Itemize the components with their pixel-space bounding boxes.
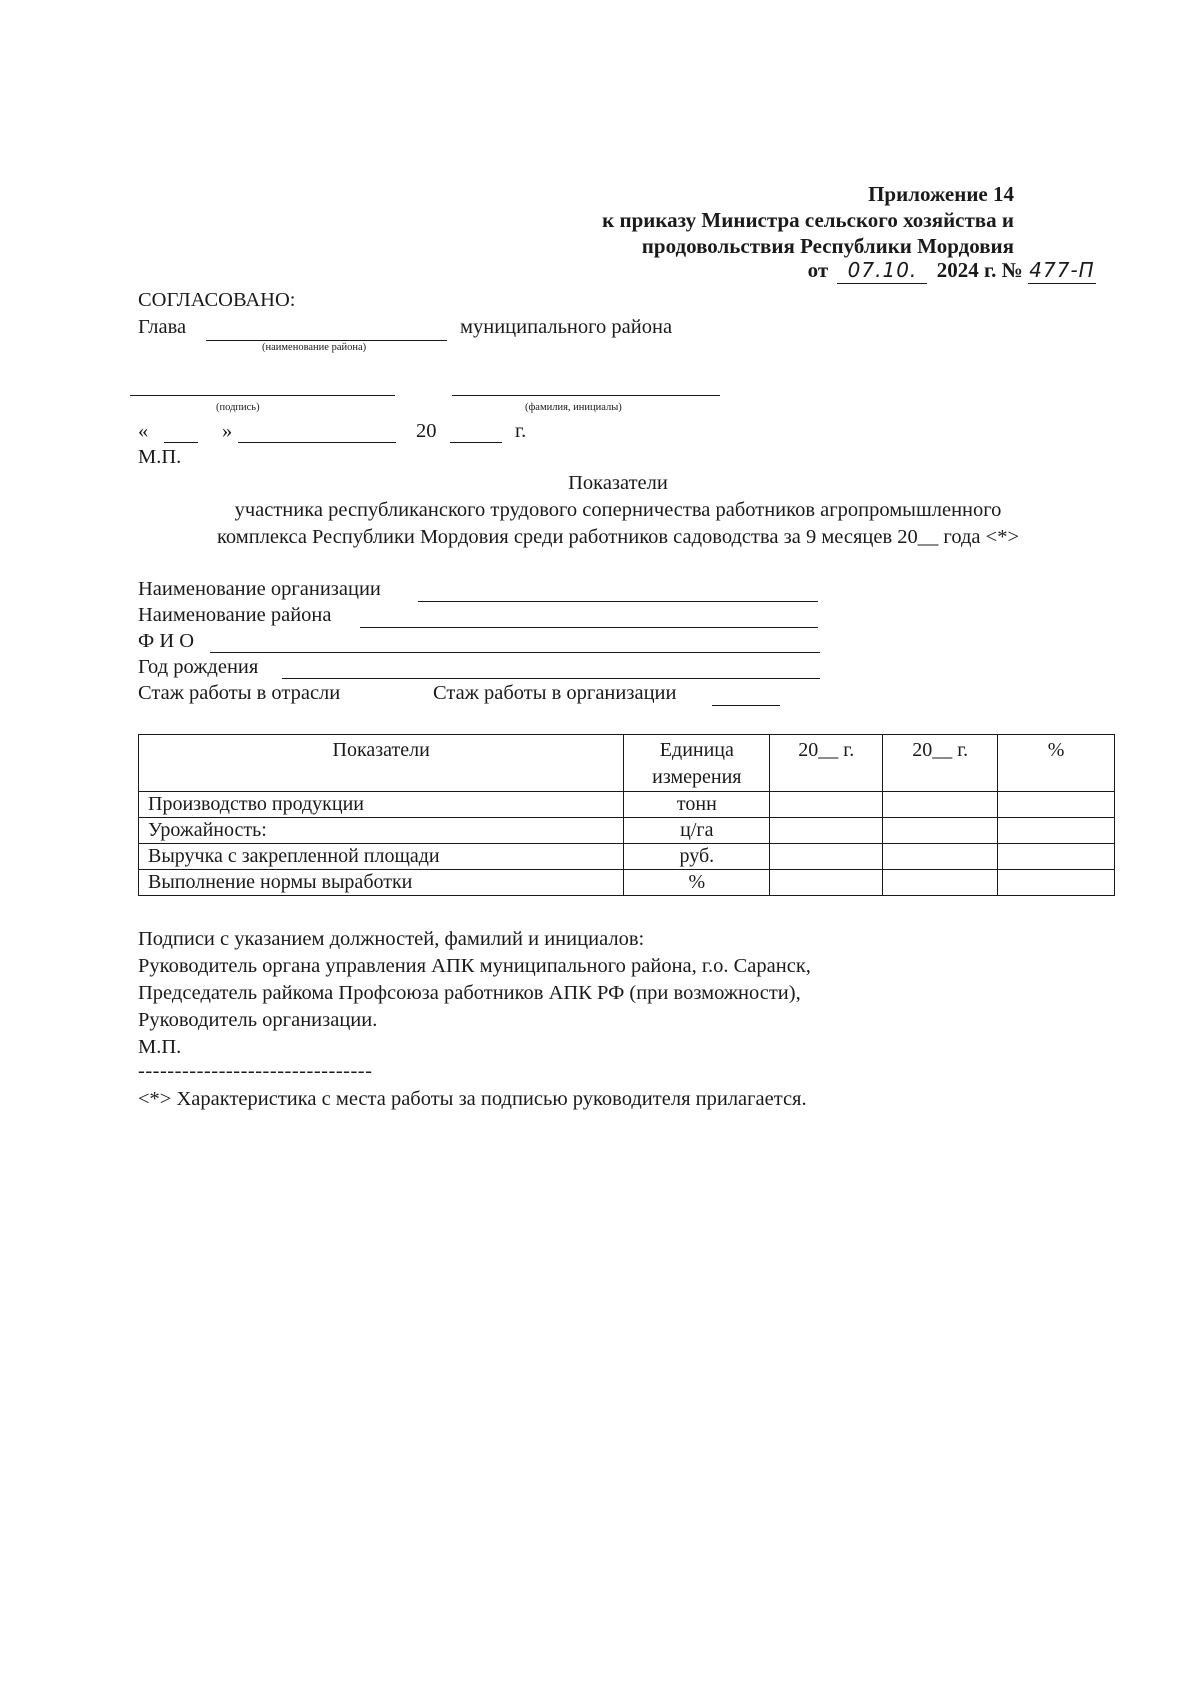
appendix-title: Приложение 14 <box>868 182 1014 206</box>
name-hint: (фамилия, инициалы) <box>525 402 622 413</box>
table-row <box>139 792 1115 818</box>
col-year-1: 20__ г. <box>770 735 883 792</box>
name-line[interactable] <box>452 395 720 396</box>
cell-year-2[interactable] <box>883 844 998 870</box>
cell-year-1[interactable] <box>770 792 883 818</box>
row-unit: % <box>624 870 770 896</box>
handwritten-number: 477-П <box>1029 258 1095 282</box>
order-date-line <box>808 258 1096 284</box>
stamp-label: М.П. <box>138 446 182 468</box>
row-unit: тонн <box>624 792 770 818</box>
org-label: Наименование организации <box>138 578 381 600</box>
table-header-row <box>139 735 1115 792</box>
cell-year-1[interactable] <box>770 844 883 870</box>
footnote: <*> Характеристика с места работы за подписью руководителя прилагается. <box>138 1088 807 1110</box>
exp-org-label: Стаж работы в организации <box>433 682 677 704</box>
exp-org-field[interactable] <box>712 705 780 706</box>
birth-field[interactable] <box>282 678 820 679</box>
subtitle-line2: комплекса Республики Мордовия среди работников садоводства за 9 месяцев 20__ года <*> <box>216 526 1020 548</box>
cell-year-1[interactable] <box>770 818 883 844</box>
row-name: Урожайность: <box>139 818 624 844</box>
cell-year-2[interactable] <box>883 792 998 818</box>
order-ref-line1: к приказу Министра сельского хозяйства и <box>602 208 1014 232</box>
date-prefix: от <box>807 258 829 282</box>
year-suffix: г. <box>515 420 527 442</box>
order-year: 2024 г. № <box>936 258 1023 282</box>
head-label: Глава <box>138 316 187 338</box>
year-prefix: 20 <box>416 420 437 442</box>
indicators-table <box>138 734 1115 896</box>
subtitle-line1: участника республиканского трудового соперничества работников агропромышленного <box>234 499 1002 521</box>
page-title: Показатели <box>568 472 668 494</box>
row-unit: ц/га <box>624 818 770 844</box>
district-suffix: муниципального района <box>460 316 673 338</box>
cell-year-2[interactable] <box>883 818 998 844</box>
cell-year-1[interactable] <box>770 870 883 896</box>
district-name-line[interactable] <box>206 340 447 341</box>
cell-percent[interactable] <box>998 818 1115 844</box>
cell-percent[interactable] <box>998 844 1115 870</box>
footnote-separator: -------------------------------- <box>138 1060 373 1082</box>
table-row <box>139 818 1115 844</box>
district-label: Наименование района <box>138 604 332 626</box>
row-name: Выполнение нормы выработки <box>139 870 624 896</box>
district-hint: (наименование района) <box>262 342 367 353</box>
cell-percent[interactable] <box>998 870 1115 896</box>
col-percent: % <box>998 735 1115 792</box>
signature-hint: (подпись) <box>216 402 260 413</box>
birth-label: Год рождения <box>138 656 259 678</box>
row-unit: руб. <box>624 844 770 870</box>
date-open-quote: « <box>138 420 149 442</box>
signatory-2: Председатель райкома Профсоюза работников АПК РФ (при возможности), <box>138 982 801 1004</box>
district-field[interactable] <box>360 627 818 628</box>
cell-year-2[interactable] <box>883 870 998 896</box>
year-line[interactable] <box>450 442 502 443</box>
fio-label: Ф И О <box>138 630 195 652</box>
month-line[interactable] <box>238 442 396 443</box>
signatory-3: Руководитель организации. <box>138 1009 378 1031</box>
signatory-1: Руководитель органа управления АПК муниципального района, г.о. Саранск, <box>138 955 811 977</box>
cell-percent[interactable] <box>998 792 1115 818</box>
col-year-2: 20__ г. <box>883 735 998 792</box>
signatures-heading: Подписи с указанием должностей, фамилий и инициалов: <box>138 928 645 950</box>
col-unit: Единица измерения <box>624 735 770 792</box>
org-field[interactable] <box>418 601 818 602</box>
row-name: Производство продукции <box>139 792 624 818</box>
table-row <box>139 844 1115 870</box>
table-row <box>139 870 1115 896</box>
date-close-quote: » <box>222 420 233 442</box>
order-ref-line2: продовольствия Республики Мордовия <box>641 234 1014 258</box>
row-name: Выручка с закрепленной площади <box>139 844 624 870</box>
signature-line[interactable] <box>130 395 395 396</box>
exp-industry-label: Стаж работы в отрасли <box>138 682 341 704</box>
handwritten-date: 07.10. <box>847 258 918 282</box>
fio-field[interactable] <box>210 652 820 653</box>
day-line[interactable] <box>164 442 198 443</box>
stamp-label-bottom: М.П. <box>138 1036 182 1058</box>
col-indicator: Показатели <box>139 735 624 792</box>
agreed-label: СОГЛАСОВАНО: <box>138 289 296 311</box>
